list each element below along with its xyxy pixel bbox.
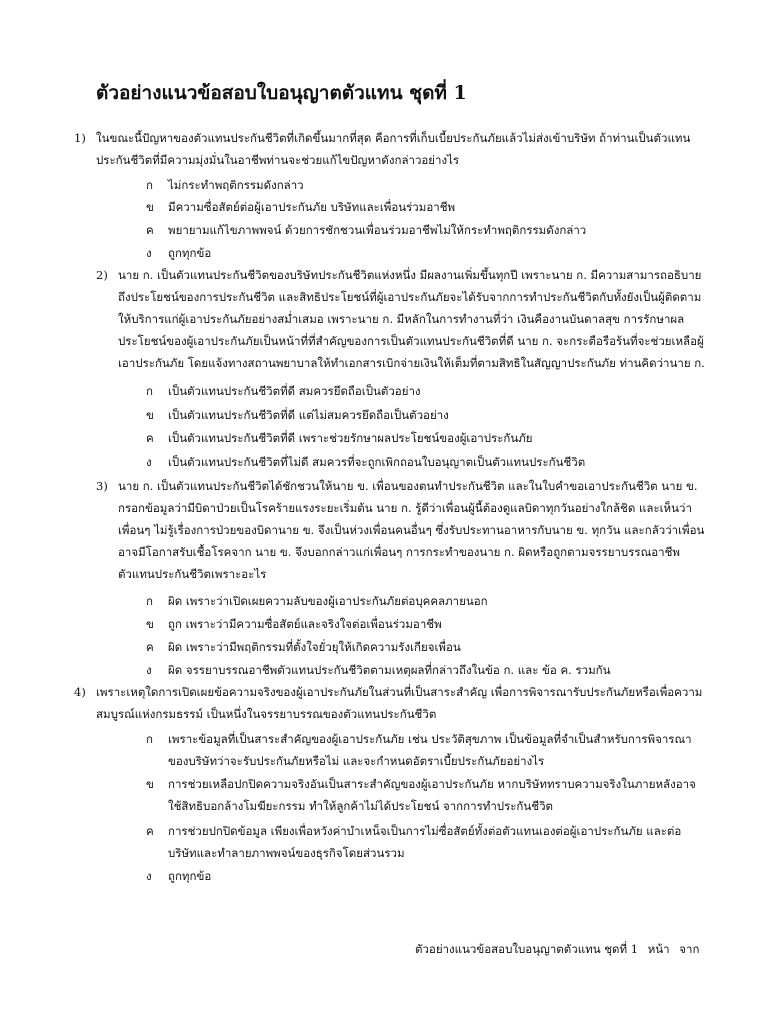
page-footer	[415, 941, 705, 959]
option-letter: ง	[146, 455, 152, 469]
option-letter: ก	[146, 732, 153, 746]
question-stem: เพราะเหตุใดการเปิดเผยข้อความจริงของผู้เอาประกันภัยในส่วนที่เป็นสาระสำคัญ เพื่อการพิจารณารับประกันภัยหรือเพื่อความสมบูรณ์แห่งกรมธรรม์ เป็นหนึ่งในจรรยาบรรณของตัวแทนประกันชีวิต	[96, 685, 703, 721]
option-text: การช่วยเหลือปกปิดความจริงอันเป็นสาระสำคัญของผู้เอาประกันภัย หากบริษัททราบความจริงในภายหลังอาจใช้สิทธิบอกล้างโมฆียะกรรม ทำให้ลูกค้าไม่ได้ประโยชน์ จากการทำประกันชีวิต	[168, 777, 696, 813]
option-text: ผิด เพราะว่ามีพฤติกรรมที่ตั้งใจยั่วยุให้เกิดความรังเกียจเพื่อน	[168, 640, 461, 654]
option-text: ไม่กระทำพฤติกรรมดังกล่าว	[168, 178, 304, 192]
page-title: ตัวอย่างแนวข้อสอบใบอนุญาตตัวแทน ชุดที่ 1	[96, 82, 467, 104]
option-letter: ก	[146, 384, 153, 398]
option-letter: ค	[146, 640, 154, 654]
option-text: พยายามแก้ไขภาพพจน์ ด้วยการชักชวนเพื่อนร่วมอาชีพไม่ให้กระทำพฤติกรรมดังกล่าว	[168, 223, 587, 237]
option-letter: ก	[146, 594, 153, 608]
question-number: 2)	[96, 268, 108, 282]
option-letter: ง	[146, 246, 152, 260]
question-number: 1)	[74, 131, 86, 145]
option-letter: ข	[146, 408, 154, 422]
option-text: ถูกทุกข้อ	[168, 869, 212, 883]
option-letter: ง	[146, 663, 152, 677]
option-text: เป็นตัวแทนประกันชีวิตที่ดี แต่ไม่สมควรยึดถือเป็นตัวอย่าง	[168, 408, 449, 422]
option-letter: ค	[146, 824, 154, 838]
option-text: ถูกทุกข้อ	[168, 246, 212, 260]
option-letter: ข	[146, 617, 154, 631]
option-letter: ค	[146, 431, 154, 445]
question-number: 3)	[96, 479, 108, 493]
option-letter: ง	[146, 869, 152, 883]
footer-page-label: หน้า	[647, 942, 670, 956]
option-text: การช่วยปกปิดข้อมูล เพียงเพื่อหวังค่าบำเหน็จเป็นการไม่ซื่อสัตย์ทั้งต่อตัวแทนเองต่อผู้เอาประกันภัย และต่อบริษัทและทำลายภาพพจน์ของธุรกิจโดยส่วนรวม	[168, 824, 682, 860]
option-text: เพราะข้อมูลที่เป็นสาระสำคัญของผู้เอาประกันภัย เช่น ประวัติสุขภาพ เป็นข้อมูลที่จำเป็นสำหรับการพิจารณาของบริษัทว่าจะรับประกันภัยหรือไม่ และจะกำหนดอัตราเบี้ยประกันภัยอย่างไร	[168, 732, 692, 768]
option-text: ถูก เพราะว่ามีความซื่อสัตย์และจริงใจต่อเพื่อนร่วมอาชีพ	[168, 617, 442, 631]
option-text: ผิด จรรยาบรรณอาชีพตัวแทนประกันชีวิตตามเหตุผลที่กล่าวถึงในข้อ ก. และ ข้อ ค. รวมกัน	[168, 663, 611, 677]
question-number: 4)	[74, 685, 86, 699]
question-stem: นาย ก. เป็นตัวแทนประกันชีวิตของบริษัทประกันชีวิตแห่งหนึ่ง มีผลงานเพิ่มขึ้นทุกปี เพราะนาย ก. มีความสามารถอธิบายถึงประโยชน์ของการประกันชีวิต และสิทธิประโยชน์ที่ผู้เอาประกันภัยจะได้รับจากการทำประกันชีวิตกับทั้งยังเป็นผู้ติดตามให้บริการแก่ผู้เอาประกันภัยอย่างสม่ำเสมอ เพราะนาย ก. มีหลักในการทำงานที่ว่า เงินคืองานบันดาลสุข การรักษาผลประโยชน์ของผู้เอาประกันภัยเป็นหน้าที่ที่สำคัญของการเป็นตัวแทนประกันชีวิตที่ดี นาย ก. จะกระตือรือร้นที่จะช่วยเหลือผู้เอาประกันภัย โดยแจ้งทางสถานพยาบาลให้ทำเอกสารเบิกจ่ายเงินให้เต็มที่ตามสิทธิในสัญญาประกันภัย ท่านคิดว่านาย ก.	[118, 268, 705, 370]
option-text: ผิด เพราะว่าเปิดเผยความลับของผู้เอาประกันภัยต่อบุคคลภายนอก	[168, 594, 488, 608]
option-letter: ค	[146, 223, 154, 237]
option-letter: ข	[146, 777, 154, 791]
option-letter: ข	[146, 200, 154, 214]
option-letter: ก	[146, 178, 153, 192]
option-text: มีความซื่อสัตย์ต่อผู้เอาประกันภัย บริษัทและเพื่อนร่วมอาชีพ	[168, 200, 456, 214]
footer-doc-title: ตัวอย่างแนวข้อสอบใบอนุญาตตัวแทน ชุดที่ 1	[415, 942, 639, 956]
question-stem: นาย ก. เป็นตัวแทนประกันชีวิตได้ชักชวนให้นาย ข. เพื่อนของตนทำประกันชีวิต และในใบคำขอเอาประกันชีวิต นาย ข. กรอกข้อมูลว่ามีบิดาป่วยเป็นโรคร้ายแรงระยะเริ่มต้น นาย ก. รู้ดีว่าเพื่อนผู้นี้ต้องดูแลบิดาทุกวันอย่างใกล้ชิด และเห็นว่าเพื่อนๆ ไม่รู้เรื่องการป่วยของบิดานาย ข. จึงเป็นห่วงเพื่อนคนอื่นๆ ซึ่งรับประทานอาหารกับนาย ข. ทุกวัน และกลัวว่าเพื่อนอาจมีโอกาสรับเชื้อโรคจาก นาย ข. จึงบอกกล่าวแก่เพื่อนๆ การกระทำของนาย ก. ผิดหรือถูกตามจรรยาบรรณอาชีพตัวแทนประกันชีวิตเพราะอะไร	[118, 479, 705, 581]
option-text: เป็นตัวแทนประกันชีวิตที่ดี สมควรยึดถือเป็นตัวอย่าง	[168, 384, 421, 398]
question-stem: ในขณะนี้ปัญหาของตัวแทนประกันชีวิตที่เกิดขึ้นมากที่สุด คือการที่เก็บเบี้ยประกันภัยแล้วไม่ส่งเข้าบริษัท ถ้าท่านเป็นตัวแทนประกันชีวิตที่มีความมุ่งมั่นในอาชีพท่านจะช่วยแก้ไขปัญหาดังกล่าวอย่างไร	[96, 131, 691, 167]
option-text: เป็นตัวแทนประกันชีวิตที่ดี เพราะช่วยรักษาผลประโยชน์ของผู้เอาประกันภัย	[168, 431, 533, 445]
option-text: เป็นตัวแทนประกันชีวิตที่ไม่ดี สมควรที่จะถูกเพิกถอนใบอนุญาตเป็นตัวแทนประกันชีวิต	[168, 455, 586, 469]
footer-of-label: จาก	[679, 942, 700, 956]
